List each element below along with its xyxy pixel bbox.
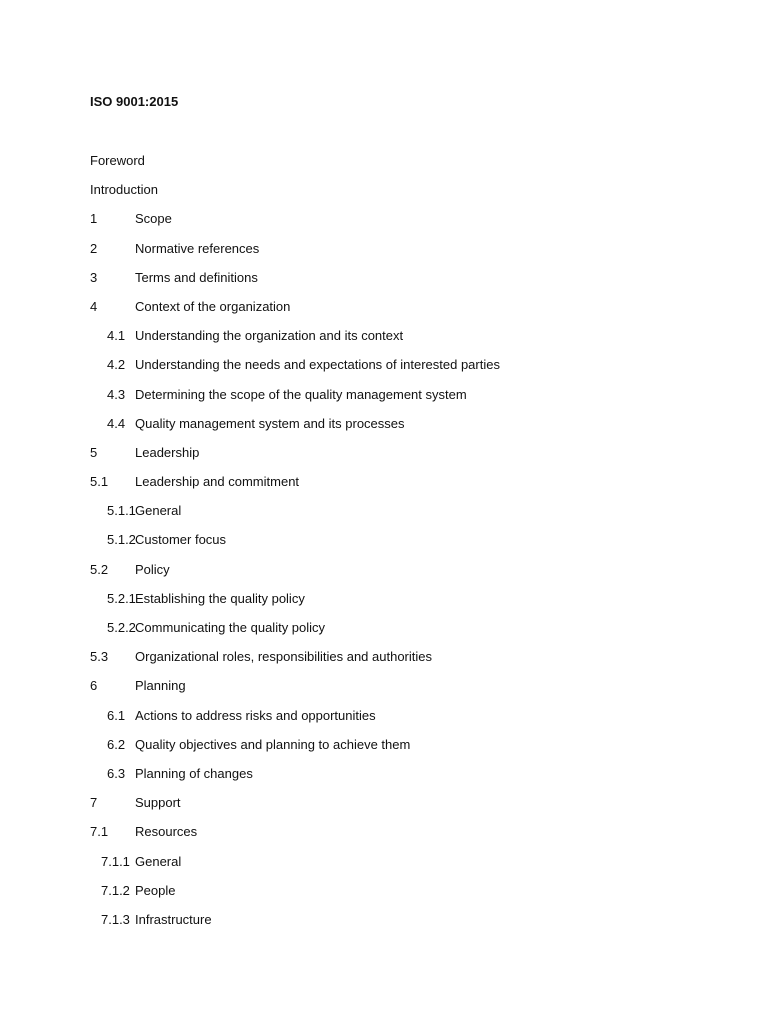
toc-entry-number: 1 [90, 211, 98, 227]
document-title: ISO 9001:2015 [90, 94, 179, 109]
toc-entry-title: Infrastructure [135, 911, 212, 927]
toc-entry-title: Context of the organization [135, 298, 291, 314]
toc-entry [90, 707, 730, 736]
toc-entry [90, 386, 730, 415]
toc-entry [90, 590, 730, 619]
toc-entry-number: 6 [90, 678, 98, 694]
toc-entry-title: Leadership and commitment [135, 474, 300, 490]
toc-entry-number: 6.3 [107, 765, 126, 781]
table-of-contents [90, 152, 730, 940]
toc-entry [90, 298, 730, 327]
toc-entry-title: Establishing the quality policy [135, 590, 305, 606]
toc-entry-title: Understanding the organization and its context [135, 328, 404, 344]
toc-entry-number: 5 [90, 444, 98, 460]
toc-entry-number: 7.1.3 [101, 911, 130, 927]
toc-entry [90, 823, 730, 852]
toc-entry [90, 677, 730, 706]
toc-entry-title: Terms and definitions [135, 269, 258, 285]
toc-entry-title: General [135, 503, 182, 519]
toc-entry-number: 5.1 [90, 474, 109, 490]
toc-entry [90, 269, 730, 298]
toc-entry [90, 648, 730, 677]
toc-entry-number: 5.2.1 [107, 590, 136, 606]
toc-entry-number: 6.2 [107, 736, 126, 752]
toc-entry-title: Understanding the needs and expectations of interested parties [135, 357, 500, 373]
toc-entry-title: Planning of changes [135, 765, 253, 781]
toc-entry [90, 765, 730, 794]
toc-entry [90, 736, 730, 765]
toc-entry [90, 356, 730, 385]
toc-entry [90, 210, 730, 239]
toc-entry [90, 502, 730, 531]
toc-entry-title: Quality objectives and planning to achieve them [135, 736, 411, 752]
toc-entry-title: Normative references [135, 240, 260, 256]
toc-entry-title: Planning [135, 678, 186, 694]
toc-entry-number: 7.1.1 [101, 853, 130, 869]
toc-entry-number: 7 [90, 795, 98, 811]
toc-entry-title: Support [135, 795, 181, 811]
toc-entry-title: Quality management system and its processes [135, 415, 405, 431]
toc-entry-title: Leadership [135, 444, 200, 460]
toc-entry-number: 4.2 [107, 357, 126, 373]
toc-entry-number: 5.2.2 [107, 620, 136, 635]
toc-entry [90, 561, 730, 590]
toc-entry [90, 619, 730, 648]
toc-entry [90, 181, 730, 210]
toc-entry-title: Determining the scope of the quality management system [135, 386, 467, 402]
toc-entry [90, 240, 730, 269]
toc-entry-number: 4.4 [107, 415, 126, 431]
toc-entry-number: 2 [90, 240, 98, 256]
toc-entry-title: Actions to address risks and opportunities [135, 707, 376, 723]
toc-entry-title: Foreword [90, 153, 145, 168]
toc-entry-title: Scope [135, 211, 172, 227]
toc-entry-number: 4.1 [107, 328, 126, 344]
toc-entry [90, 473, 730, 502]
toc-entry [90, 327, 730, 356]
toc-entry-number: 4 [90, 298, 98, 314]
toc-entry-number: 5.1.2 [107, 532, 136, 548]
toc-entry-title: Policy [135, 561, 170, 577]
toc-entry-number: 5.1.1 [107, 503, 136, 519]
toc-entry [90, 415, 730, 444]
toc-entry [90, 882, 730, 911]
toc-entry [90, 794, 730, 823]
toc-entry-title: Organizational roles, responsibilities and authorities [135, 649, 432, 665]
toc-entry-number: 6.1 [107, 707, 126, 723]
toc-entry-number: 4.3 [107, 386, 126, 402]
toc-entry [90, 444, 730, 473]
toc-entry-number: 7.1.2 [101, 882, 130, 898]
toc-entry-number: 7.1 [90, 824, 109, 840]
toc-entry [90, 911, 730, 940]
toc-entry [90, 853, 730, 882]
toc-entry-title: Resources [135, 824, 198, 840]
toc-entry-title: People [135, 882, 176, 898]
toc-entry-title: Communicating the quality policy [135, 620, 326, 635]
toc-entry-number: 3 [90, 269, 98, 285]
toc-entry [90, 531, 730, 560]
toc-entry-title: Customer focus [135, 532, 227, 548]
toc-entry-number: 5.2 [90, 561, 109, 577]
toc-entry [90, 152, 730, 181]
toc-entry-title: Introduction [90, 182, 158, 198]
toc-entry-number: 5.3 [90, 649, 109, 665]
toc-entry-title: General [135, 853, 182, 869]
